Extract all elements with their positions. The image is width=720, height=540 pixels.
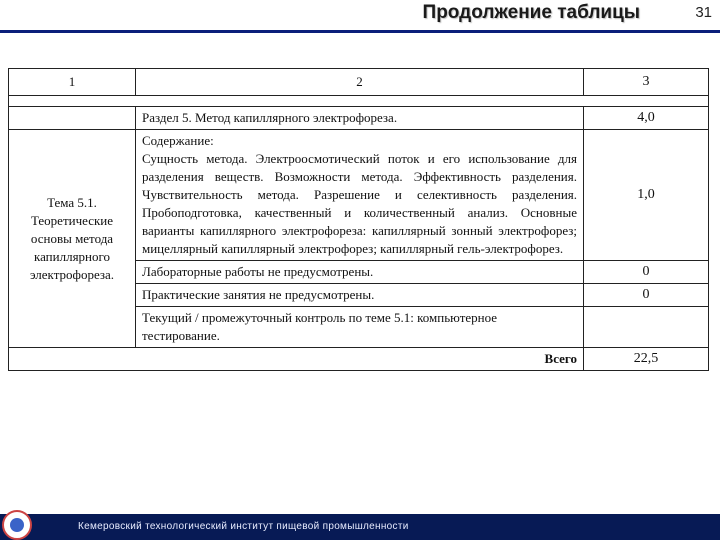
table-header-row <box>9 69 709 96</box>
institute-logo-icon <box>2 510 32 540</box>
footer-institute: Кемеровский технологический институт пищевой промышленности <box>78 521 409 532</box>
section-hours: 4,0 <box>584 107 709 130</box>
control-text: Текущий / промежуточный контроль по теме 5.1: компьютерное тестирование. <box>136 307 584 348</box>
control-hours-empty <box>584 307 709 348</box>
page-header <box>0 0 720 32</box>
col-header-1: 1 <box>9 69 136 96</box>
content-text: Сущность метода. Электроосмотический поток и его использование для разделения веществ. Возможности метода. Эффективность разделения. Чувствительность метода. Разрешение и селективность разделения. Пробоподготовка, качественный и количественный анализ. Основные варианты капиллярного электрофореза: капиллярный зонный электрофорез; мицеллярный капиллярный электрофорез; капиллярный гель-электрофорез. <box>142 151 577 256</box>
page-footer <box>0 514 720 540</box>
lab-hours: 0 <box>584 261 709 284</box>
page-title: Продолжение таблицы <box>422 2 640 23</box>
topic-cell: Тема 5.1. Теоретические основы метода капиллярного электрофореза. <box>9 130 136 348</box>
content-hours: 1,0 <box>584 130 709 261</box>
content-cell <box>136 130 584 261</box>
content-row <box>9 130 709 261</box>
curriculum-table <box>8 68 709 371</box>
total-label: Всего <box>9 348 584 371</box>
table-gap <box>9 96 709 107</box>
content-label: Содержание: <box>142 133 214 148</box>
section-label: Раздел 5. Метод капиллярного электрофореза. <box>136 107 584 130</box>
practice-hours: 0 <box>584 284 709 307</box>
practice-text: Практические занятия не предусмотрены. <box>136 284 584 307</box>
page-number: 31 <box>695 4 712 21</box>
section-empty-cell <box>9 107 136 130</box>
lab-text: Лабораторные работы не предусмотрены. <box>136 261 584 284</box>
section-row <box>9 107 709 130</box>
total-hours: 22,5 <box>584 348 709 371</box>
header-divider <box>0 30 720 33</box>
col-header-3: 3 <box>584 69 709 96</box>
total-row <box>9 348 709 371</box>
col-header-2: 2 <box>136 69 584 96</box>
